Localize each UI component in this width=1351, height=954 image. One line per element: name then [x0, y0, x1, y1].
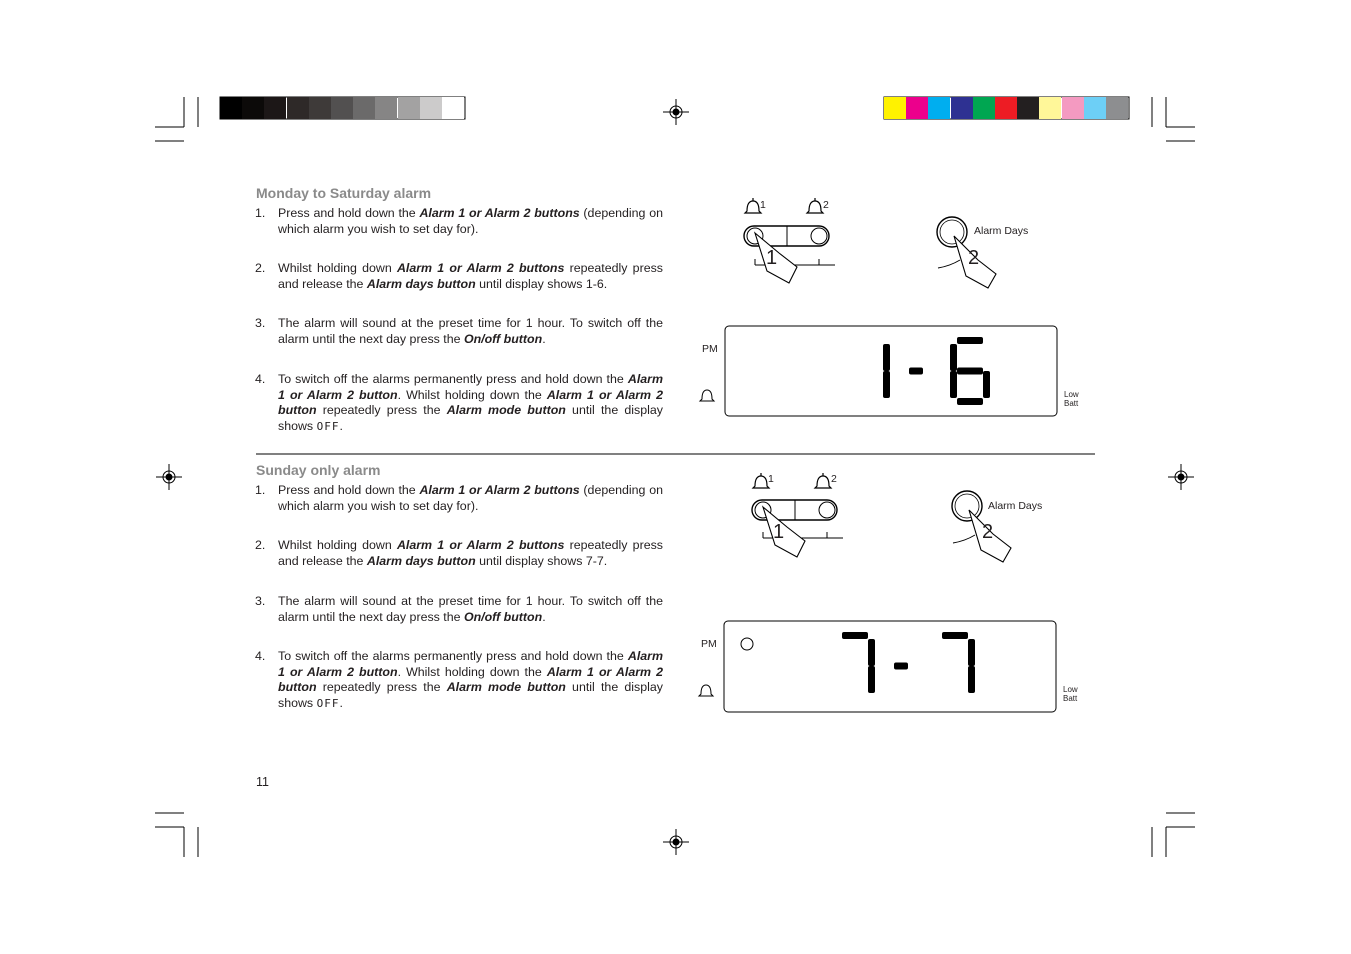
press-number-2: 2	[982, 521, 994, 543]
lcd-segment	[983, 371, 990, 398]
low-batt-low: Low	[1064, 390, 1079, 399]
low-batt-batt: Batt	[1063, 694, 1078, 703]
step-item	[255, 372, 663, 434]
step-text: Whilst holding down Alarm 1 or Alarm 2 buttons repeatedly press and release the Alarm days button until display shows 1-6.	[278, 261, 663, 291]
color-swatch	[1084, 97, 1106, 119]
lcd-segment	[909, 368, 923, 375]
lcd-segment	[883, 344, 890, 371]
page-number: 11	[256, 775, 269, 789]
step-text: The alarm will sound at the preset time for 1 hour. To switch off the alarm until the next day press the On/off button.	[278, 594, 663, 624]
color-swatch	[353, 97, 375, 119]
step-item	[255, 261, 663, 292]
lcd-segment	[894, 663, 908, 670]
step-item	[255, 483, 663, 514]
color-swatch	[1062, 97, 1084, 119]
step-number: 3.	[255, 594, 266, 608]
color-swatch	[1106, 97, 1128, 119]
alarm-buttons-diagram	[743, 470, 893, 560]
step-number: 4.	[255, 649, 266, 663]
lcd-segment	[883, 371, 890, 398]
lcd-segment	[957, 337, 983, 344]
color-swatch	[442, 97, 464, 119]
step-number: 1.	[255, 206, 266, 220]
lcd-segment	[968, 666, 975, 693]
registration-mark-top	[663, 99, 689, 125]
step-text: Press and hold down the Alarm 1 or Alarm 2 buttons (depending on which alarm you wish to set day for).	[278, 483, 663, 513]
display-value	[850, 337, 1010, 417]
color-swatch	[1017, 97, 1039, 119]
color-swatch	[220, 97, 242, 119]
step-text: Press and hold down the Alarm 1 or Alarm 2 buttons (depending on which alarm you wish to set day for).	[278, 206, 663, 236]
step-text: Whilst holding down Alarm 1 or Alarm 2 buttons repeatedly press and release the Alarm days button until display shows 7-7.	[278, 538, 663, 568]
press-number-1: 1	[773, 521, 785, 543]
color-swatch	[928, 97, 950, 119]
color-swatch	[995, 97, 1017, 119]
lcd-segment	[950, 344, 957, 371]
bell-icon	[698, 387, 718, 403]
step-item	[255, 594, 663, 625]
lcd-segment	[957, 368, 983, 375]
color-swatch	[1039, 97, 1061, 119]
lcd-segment	[968, 639, 975, 666]
step-number: 1.	[255, 483, 266, 497]
low-batt-low: Low	[1063, 685, 1078, 694]
registration-mark-bottom	[663, 829, 689, 855]
step-number: 2.	[255, 538, 266, 552]
step-item	[255, 649, 663, 711]
registration-mark-right	[1168, 464, 1194, 490]
step-item	[255, 538, 663, 569]
off-display-glyph: OFF	[316, 419, 340, 433]
pm-indicator: PM	[702, 343, 718, 355]
section-heading: Sunday only alarm	[256, 462, 381, 478]
low-batt-batt: Batt	[1064, 399, 1079, 408]
color-swatch	[884, 97, 906, 119]
color-swatch	[906, 97, 928, 119]
color-swatch	[398, 97, 420, 119]
press-number-1: 1	[766, 247, 778, 269]
registration-mark-left	[156, 464, 182, 490]
step-text: To switch off the alarms permanently press and hold down the Alarm 1 or Alarm 2 button. Whilst holding down the Alarm 1 or Alarm 2 button repeatedly press the Alarm mode button until the display shows OFF.	[278, 649, 663, 710]
display-value	[835, 632, 995, 712]
color-swatch	[951, 97, 973, 119]
step-number: 3.	[255, 316, 266, 330]
press-number-2: 2	[968, 247, 980, 269]
alarm2-label: 2	[831, 473, 837, 485]
color-swatch	[420, 97, 442, 119]
lcd-segment	[868, 639, 875, 666]
pm-indicator: PM	[701, 638, 717, 650]
step-item	[255, 206, 663, 237]
alarm-days-label: Alarm Days	[988, 500, 1043, 512]
bell-icon	[745, 198, 823, 213]
step-number: 2.	[255, 261, 266, 275]
alarm1-label: 1	[768, 473, 774, 485]
alarm-days-diagram	[945, 485, 1055, 575]
lcd-segment	[868, 666, 875, 693]
color-swatch	[242, 97, 264, 119]
lcd-segment	[950, 371, 957, 398]
section-heading: Monday to Saturday alarm	[256, 185, 432, 201]
alarm-buttons-diagram	[735, 195, 885, 285]
color-swatch	[375, 97, 397, 119]
lcd-segment	[942, 632, 968, 639]
alarm1-label: 1	[760, 199, 766, 211]
lcd-segment	[957, 398, 983, 405]
off-display-glyph: OFF	[316, 696, 340, 710]
color-swatch	[973, 97, 995, 119]
step-number: 4.	[255, 372, 266, 386]
bell-icon	[697, 682, 717, 698]
alarm-days-diagram	[930, 210, 1040, 300]
step-text: The alarm will sound at the preset time for 1 hour. To switch off the alarm until the next day press the On/off button.	[278, 316, 663, 346]
alarm-days-label: Alarm Days	[974, 225, 1029, 237]
alarm2-label: 2	[823, 199, 829, 211]
bell-icon	[753, 473, 831, 488]
step-text: To switch off the alarms permanently press and hold down the Alarm 1 or Alarm 2 button. Whilst holding down the Alarm 1 or Alarm 2 button repeatedly press the Alarm mode button until the display shows OFF.	[278, 372, 663, 433]
color-swatch	[331, 97, 353, 119]
color-swatch	[287, 97, 309, 119]
lcd-segment	[842, 632, 868, 639]
color-swatch	[264, 97, 286, 119]
color-swatch	[309, 97, 331, 119]
step-item	[255, 316, 663, 347]
